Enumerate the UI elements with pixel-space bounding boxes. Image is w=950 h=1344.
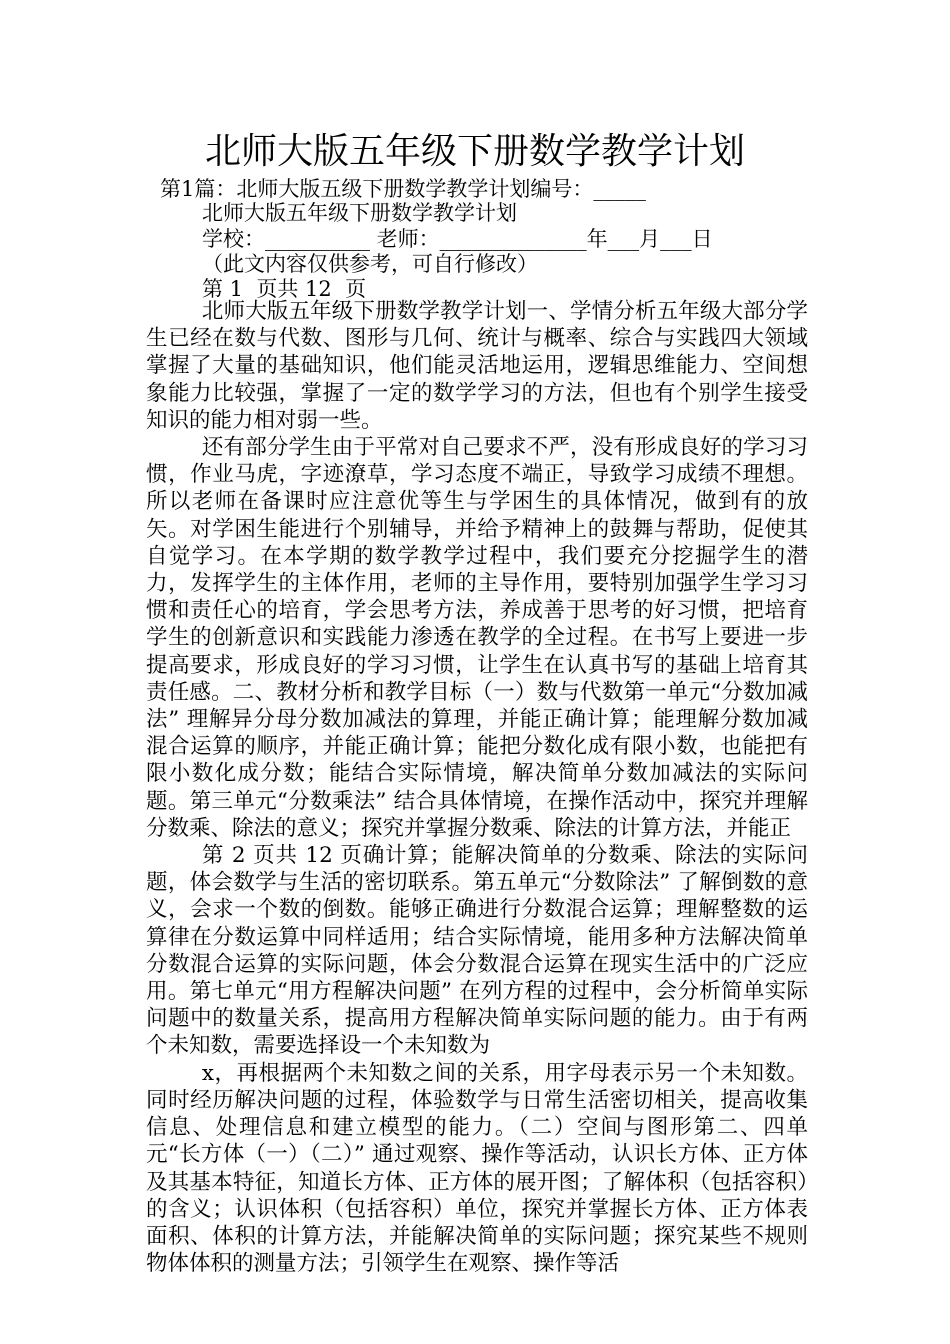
page-info: 第 1 页共 12 页 (202, 277, 367, 301)
school-teacher-date-line: 学校：__________ 老师：______________年___月___日 (202, 227, 713, 251)
document-body (146, 298, 808, 1277)
paragraph: 第 2 页共 12 页确计算；能解决简单的分数乘、除法的实际问题，体会数学与生活的密切联系。第五单元“分数除法” 了解倒数的意义，会求一个数的倒数。能够正确进行分数混合运算；理解整数的运算律在分数运算中同样适用；结合实际情境，能用多种方法解决简单分数混合运算的实际问题，体会分数混合运算在现实生活中的广泛应用。第七单元“用方程解决问题” 在列方程的过程中，会分析简单实际问题中的数量关系，提高用方程解决简单实际问题的能力。由于有两个未知数，需要选择设一个未知数为 (146, 843, 808, 1059)
edit-note: （此文内容仅供参考，可自行修改） (202, 252, 538, 276)
paragraph: 还有部分学生由于平常对自己要求不严，没有形成良好的学习习惯，作业马虎，字迹潦草，学习态度不端正，导致学习成绩不理想。所以老师在备课时应注意优等生与学困生的具体情况，做到有的放矢。对学困生能进行个别辅导，并给予精神上的鼓舞与帮助，促使其自觉学习。在本学期的数学教学过程中，我们要充分挖掘学生的潜力，发挥学生的主体作用，老师的主导作用，要特别加强学生学习习惯和责任心的培育，学会思考方法，养成善于思考的好习惯，把培育学生的创新意识和实践能力渗透在教学的全过程。在书写上要进一步提高要求，形成良好的学习习惯，让学生在认真书写的基础上培育其责任感。二、教材分析和教学目标（一）数与代数第一单元“分数加减法” 理解异分母分数加减法的算理，并能正确计算；能理解分数加减混合运算的顺序，并能正确计算；能把分数化成有限小数，也能把有限小数化成分数；能结合实际情境，解决简单分数加减法的实际问题。第三单元“分数乘法” 结合具体情境，在操作活动中，探究并理解分数乘、除法的意义；探究并掌握分数乘、除法的计算方法，并能正 (146, 435, 808, 841)
paragraph: x，再根据两个未知数之间的关系，用字母表示另一个未知数。同时经历解决问题的过程，体验数学与日常生活密切相关，提高收集信息、处理信息和建立模型的能力。（二）空间与图形第二、四单元“长方体（一）（二）” 通过观察、操作等活动，认识长方体、正方体及其基本特征，知道长方体、正方体的展开图；了解体积（包括容积）的含义；认识体积（包括容积）单位，探究并掌握长方体、正方体表面积、体积的计算方法，并能解决简单的实际问题；探究某些不规则物体体积的测量方法；引领学生在观察、操作等活 (146, 1060, 808, 1277)
document-subtitle: 北师大版五年级下册数学教学计划 (202, 201, 517, 225)
document-title: 北师大版五年级下册数学教学计划 (204, 131, 745, 172)
header-line: 第1篇：北师大版五级下册数学教学计划编号：_____ (160, 177, 646, 201)
paragraph: 北师大版五年级下册数学教学计划一、学情分析五年级大部分学生已经在数与代数、图形与几何、统计与概率、综合与实践四大领域掌握了大量的基础知识，他们能灵活地运用，逻辑思维能力、空间想象能力比较强，掌握了一定的数学学习的方法，但也有个别学生接受知识的能力相对弱一些。 (146, 299, 808, 433)
